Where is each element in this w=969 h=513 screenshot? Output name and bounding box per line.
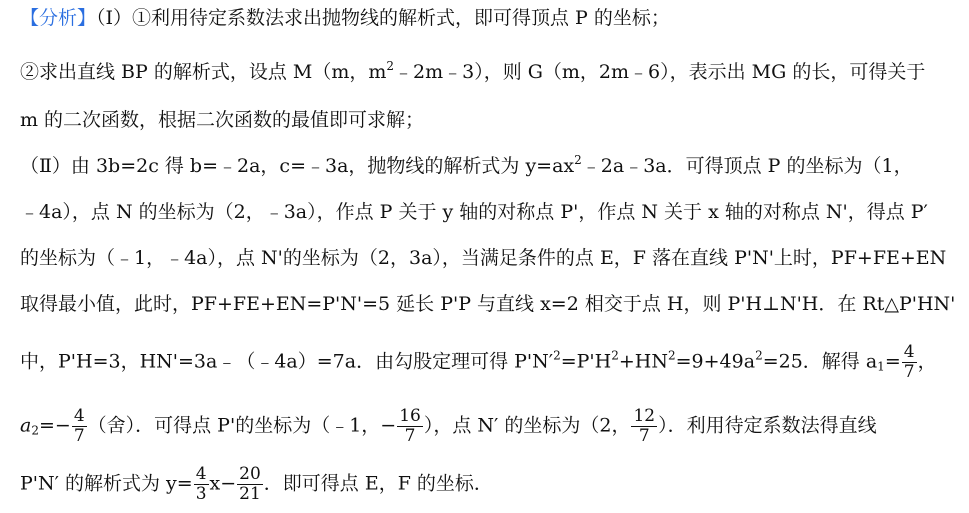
analysis-line-1 xyxy=(20,6,961,30)
analysis-line-7: 取得最小值，此时，PF+FE+EN=P'N'=5 延长 P'P 与直线 x=2 相交于点 H，则 P'H⊥N'H．在 Rt△P'HN' xyxy=(20,293,956,315)
analysis-tag: 【分析】 xyxy=(20,7,97,29)
analysis-line-6: 的坐标为（﹣1，﹣4a），点 N'的坐标为（2，3a），当满足条件的点 E，F 落在直线 P'N'上时，PF+FE+EN xyxy=(20,247,947,269)
analysis-line-2: ②求出直线 BP 的解析式，设点 M（m，$m^2﹣2m﹣3$），则 G（m，2m﹣6），表示出 MG 的长，可得关于 xyxy=(20,59,926,83)
analysis-line-5: ﹣4a），点 N 的坐标为（2，﹣3a），作点 P 关于 y 轴的对称点 P'，作点 N 关于 x 轴的对称点 N'，得点 P′ xyxy=(20,201,928,223)
fraction-four-sevenths: $\frac{4}{7}$ xyxy=(903,342,915,382)
fraction-neg-four-sevenths: $\frac{4}{7}$ xyxy=(73,406,85,446)
line-1-text: （Ⅰ）①利用待定系数法求出抛物线的解析式，即可得顶点 P 的坐标； xyxy=(96,7,670,29)
fraction-twelve-sevenths: $\frac{12}{7}$ xyxy=(633,406,656,446)
analysis-line-9: $a_2=-$ $\frac{4}{7}$ （舍）．可得点 P'的坐标为（﹣1，− $\frac{16}{7}$ ），点 N′ 的坐标为（2， $\frac{12}{7}$ ）．利用待定系数法得直线 xyxy=(20,406,877,446)
fraction-sixteen-sevenths: $\frac{16}{7}$ xyxy=(399,406,421,446)
fraction-four-thirds: $\frac{4}{3}$ xyxy=(195,464,207,504)
analysis-line-4: （Ⅱ）由 3b=2c 得 b=﹣2a，c=﹣3a，抛物线的解析式为 $y=ax^2﹣2a﹣3a$．可得顶点 P 的坐标为（1， xyxy=(20,153,913,177)
fraction-twenty-twentyfirsts: $\frac{20}{21}$ xyxy=(239,464,261,504)
analysis-line-10: P'N′ 的解析式为 y= $\frac{4}{3}$ x− $\frac{20}{21}$ ．即可得点 E，F 的坐标． xyxy=(20,464,493,504)
analysis-line-3: m 的二次函数，根据二次函数的最值即可求解； xyxy=(20,109,425,131)
analysis-line-8: 中，P'H=3，HN'=3a﹣（﹣4a）=7a．由勾股定理可得 $P'N'^2=P'H^2+HN^2=9+49a^2=25$．解得 $a_1=$ $\frac{4}{7}$ ， xyxy=(20,342,937,382)
